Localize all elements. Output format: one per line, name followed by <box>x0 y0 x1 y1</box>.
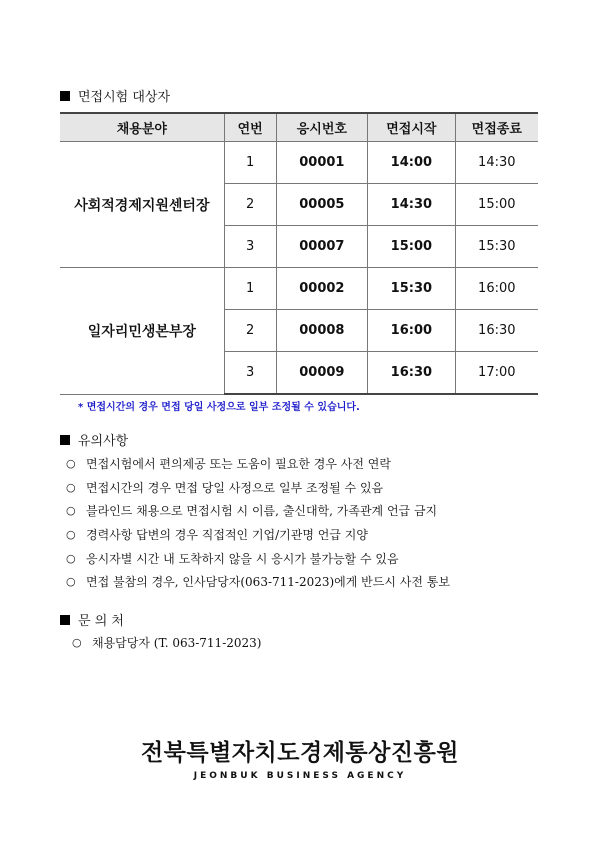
square-bullet-icon <box>60 615 70 625</box>
start-time-cell: 16:00 <box>368 310 455 352</box>
applicant-id-cell: 00005 <box>276 184 368 226</box>
circle-bullet-icon: ○ <box>66 575 76 589</box>
interview-schedule-table <box>60 112 538 395</box>
section-title: 문 의 처 <box>78 614 124 629</box>
header-field: 채용분야 <box>60 113 224 142</box>
no-cell: 1 <box>224 268 276 310</box>
circle-bullet-icon: ○ <box>66 504 76 518</box>
section-title: 면접시험 대상자 <box>78 90 171 105</box>
contact-text: 채용담당자 (T. 063-711-2023) <box>92 636 262 651</box>
start-time-cell: 15:00 <box>368 226 455 268</box>
list-item <box>66 476 450 500</box>
end-time-cell: 15:00 <box>455 184 538 226</box>
list-item <box>66 523 450 547</box>
contact-list <box>72 631 261 655</box>
start-time-cell: 14:30 <box>368 184 455 226</box>
square-bullet-icon <box>60 435 70 445</box>
end-time-cell: 17:00 <box>455 352 538 395</box>
table-header-row <box>60 113 538 142</box>
applicant-id-cell: 00008 <box>276 310 368 352</box>
list-item <box>66 570 450 594</box>
header-applicant-id: 응시번호 <box>276 113 368 142</box>
field-cell: 사회적경제지원센터장 <box>60 142 224 268</box>
end-time-cell: 15:30 <box>455 226 538 268</box>
circle-bullet-icon: ○ <box>66 551 76 565</box>
header-no: 연번 <box>224 113 276 142</box>
circle-bullet-icon: ○ <box>66 480 76 494</box>
circle-bullet-icon: ○ <box>66 528 76 542</box>
end-time-cell: 14:30 <box>455 142 538 184</box>
list-item-text: 응시자별 시간 내 도착하지 않을 시 응시가 불가능할 수 있음 <box>86 551 399 566</box>
notice-list <box>66 452 450 594</box>
organization-logo <box>0 734 600 781</box>
table-row <box>60 268 538 310</box>
list-item-text: 경력사항 답변의 경우 직접적인 기업/기관명 언급 지양 <box>86 528 368 543</box>
end-time-cell: 16:30 <box>455 310 538 352</box>
no-cell: 3 <box>224 352 276 395</box>
section-heading-contact <box>60 610 124 629</box>
field-cell: 일자리민생본부장 <box>60 268 224 395</box>
list-item <box>66 452 450 476</box>
square-bullet-icon <box>60 91 70 101</box>
circle-bullet-icon: ○ <box>72 636 82 650</box>
no-cell: 2 <box>224 310 276 352</box>
section-heading-notices <box>60 430 128 449</box>
list-item <box>66 499 450 523</box>
applicant-id-cell: 00007 <box>276 226 368 268</box>
applicant-id-cell: 00001 <box>276 142 368 184</box>
circle-bullet-icon: ○ <box>66 457 76 471</box>
logo-korean-text: 전북특별자치도경제통상진흥원 <box>140 740 460 766</box>
applicant-id-cell: 00009 <box>276 352 368 395</box>
list-item-text: 블라인드 채용으로 면접시험 시 이름, 출신대학, 가족관계 언급 금지 <box>86 504 438 519</box>
section-title: 유의사항 <box>78 434 129 449</box>
list-item-text: 면접시험에서 편의제공 또는 도움이 필요한 경우 사전 연락 <box>86 457 391 472</box>
list-item <box>66 546 450 570</box>
list-item <box>72 631 261 655</box>
header-start-time: 면접시작 <box>368 113 455 142</box>
start-time-cell: 15:30 <box>368 268 455 310</box>
list-item-text: 면접 불참의 경우, 인사담당자(063-711-2023)에게 반드시 사전 통보 <box>86 575 450 590</box>
no-cell: 3 <box>224 226 276 268</box>
no-cell: 2 <box>224 184 276 226</box>
schedule-note: * 면접시간의 경우 면접 당일 사정으로 일부 조정될 수 있습니다. <box>78 402 360 413</box>
no-cell: 1 <box>224 142 276 184</box>
start-time-cell: 14:00 <box>368 142 455 184</box>
list-item-text: 면접시간의 경우 면접 당일 사정으로 일부 조정될 수 있음 <box>86 480 384 495</box>
start-time-cell: 16:30 <box>368 352 455 395</box>
header-end-time: 면접종료 <box>455 113 538 142</box>
end-time-cell: 16:00 <box>455 268 538 310</box>
section-heading-interview-candidates <box>60 86 170 105</box>
table-row <box>60 142 538 184</box>
logo-english-text: JEONBUK BUSINESS AGENCY <box>193 771 407 781</box>
applicant-id-cell: 00002 <box>276 268 368 310</box>
